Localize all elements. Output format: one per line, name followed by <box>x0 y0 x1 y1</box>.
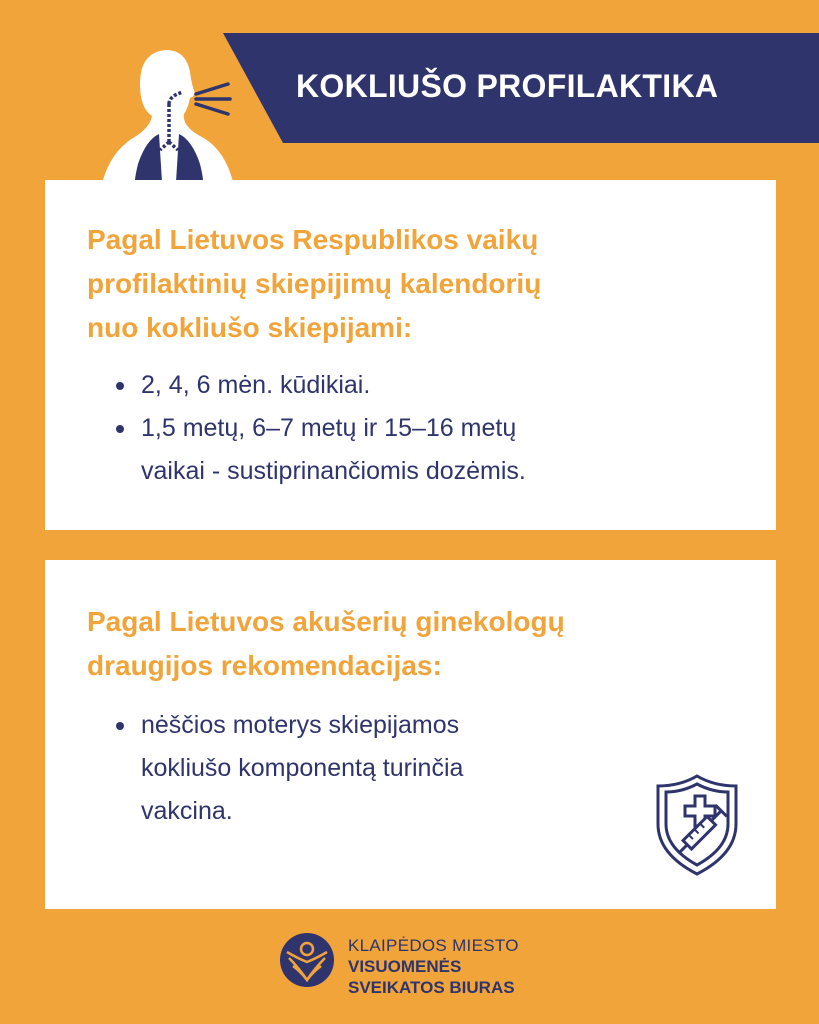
organization-name <box>348 935 519 998</box>
organization-name-line: SVEIKATOS BIURAS <box>348 978 515 997</box>
list-item-text: vakcina. <box>141 797 233 825</box>
organization-name-line: VISUOMENĖS <box>348 957 462 976</box>
list-item-text: kokliušo komponentą turinčia <box>141 754 464 782</box>
list-item-text: 1,5 metų, 6–7 metų ir 15–16 metų <box>141 414 517 442</box>
list-item-text: vaikai - sustiprinančiomis dozėmis. <box>141 457 526 485</box>
heading-line: profilaktinių skiepijimų kalendorių <box>87 268 542 299</box>
recommendations-heading <box>87 600 565 688</box>
heading-line: nuo kokliušo skiepijami: <box>87 312 413 343</box>
list-item-text: 2, 4, 6 mėn. kūdikiai. <box>141 371 371 399</box>
page-title: KOKLIUŠO PROFILAKTIKA <box>296 68 719 104</box>
calendar-heading <box>87 218 541 350</box>
organization-logo-icon <box>279 932 335 988</box>
recommendations-card <box>45 560 776 909</box>
recommendations-list <box>111 704 463 833</box>
list-item <box>111 407 526 493</box>
shield-syringe-icon <box>652 772 742 878</box>
calendar-list <box>111 364 526 493</box>
calendar-card <box>45 180 776 530</box>
heading-line: Pagal Lietuvos akušerių ginekologų <box>87 606 565 637</box>
heading-line: Pagal Lietuvos Respublikos vaikų <box>87 224 539 255</box>
organization-name-line: KLAIPĖDOS MIESTO <box>348 936 519 955</box>
heading-line: draugijos rekomendacijas: <box>87 650 442 681</box>
list-item <box>111 704 463 833</box>
list-item <box>111 364 526 407</box>
list-item-text: nėščios moterys skiepijamos <box>141 711 460 739</box>
